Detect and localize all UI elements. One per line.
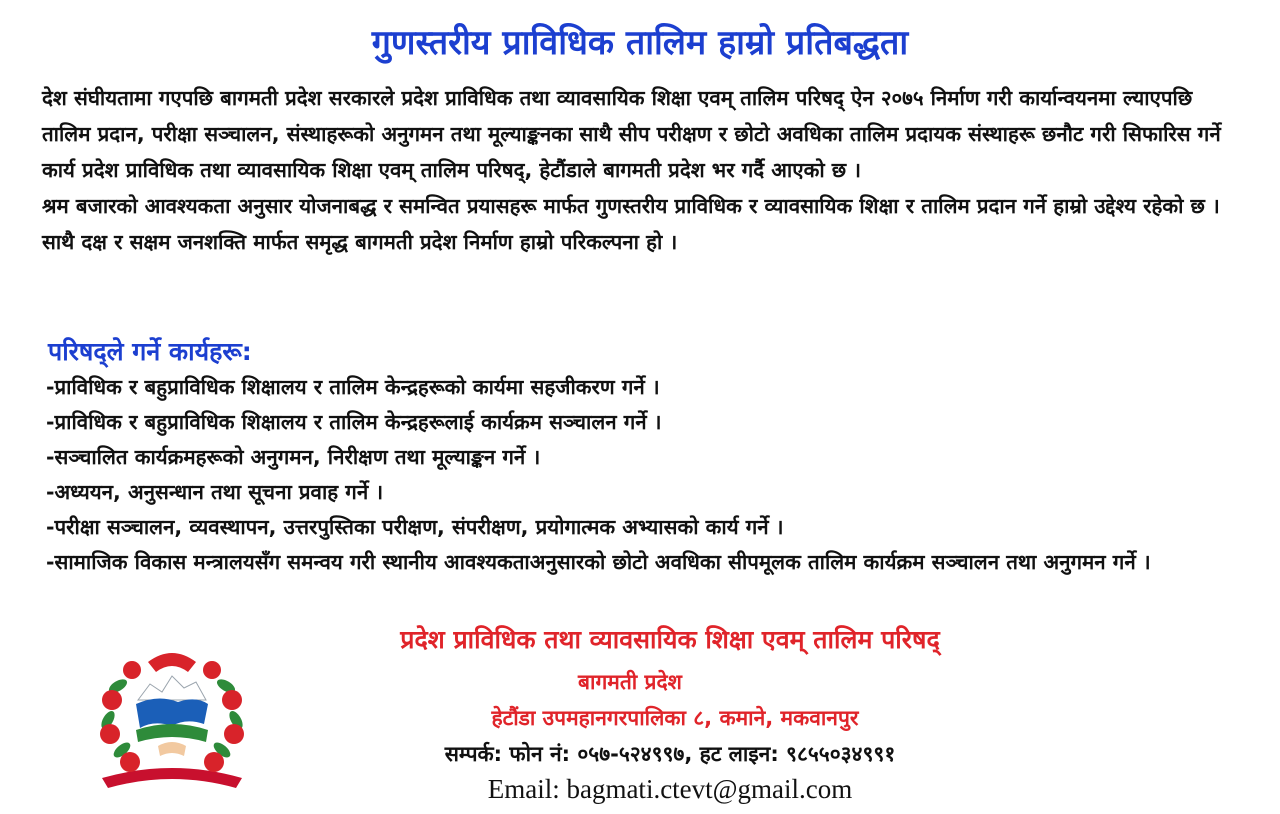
list-item: -सामाजिक विकास मन्त्रालयसँग समन्वय गरी स्थानीय आवश्यकताअनुसारको छोटो अवधिका सीपमूलक तालिम कार्यक्रम सञ्चालन तथा अनुगमन गर्ने । bbox=[46, 550, 1151, 574]
contact-info: सम्पर्क: फोन नं: ०५७-५२४९९७, हट लाइन: ९८५५०३४९९१ bbox=[444, 742, 896, 766]
organization-name: प्रदेश प्राविधिक तथा व्यावसायिक शिक्षा एवम् तालिम परिषद् bbox=[400, 625, 940, 654]
intro-text bbox=[42, 80, 1242, 260]
intro-paragraph: साथै दक्ष र सक्षम जनशक्ति मार्फत समृद्ध बागमती प्रदेश निर्माण हाम्रो परिकल्पना हो । bbox=[42, 230, 678, 254]
tasks-heading: परिषद्ले गर्ने कार्यहरू: bbox=[48, 337, 252, 366]
tasks-list bbox=[46, 370, 1236, 580]
address: हेटौंडा उपमहानगरपालिका ८, कमाने, मकवानपुर bbox=[491, 706, 859, 730]
intro-paragraph: श्रम बजारको आवश्यकता अनुसार योजनाबद्ध र समन्वित प्रयासहरू मार्फत गुणस्तरीय प्राविधिक र व्यावसायिक शिक्षा र तालिम प्रदान गर्ने हाम्रो उद्देश्य रहेको छ । bbox=[42, 194, 1220, 218]
province-name: बागमती प्रदेश bbox=[578, 670, 682, 694]
list-item: -प्राविधिक र बहुप्राविधिक शिक्षालय र तालिम केन्द्रहरूलाई कार्यक्रम सञ्चालन गर्ने । bbox=[46, 410, 662, 434]
list-item: -अध्ययन, अनुसन्धान तथा सूचना प्रवाह गर्ने । bbox=[46, 480, 384, 504]
email-contact: Email: bagmati.ctevt@gmail.com bbox=[487, 774, 853, 804]
intro-paragraph: देश संघीयतामा गएपछि बागमती प्रदेश सरकारले प्रदेश प्राविधिक तथा व्यावसायिक शिक्षा एवम् तालिम परिषद् ऐन २०७५ निर्माण गरी कार्यान्वयनमा ल्याएपछि तालिम प्रदान, परीक्षा सञ्चालन, संस्थाहरूको अनुगमन तथा मूल्याङ्कनका साथै सीप परीक्षण र छोटो अवधिका तालिम प्रदायक संस्थाहरू छनौट गरी सिफारिस गर्ने कार्य प्रदेश प्राविधिक तथा व्यावसायिक शिक्षा एवम् तालिम परिषद्, हेटौंडाले बागमती प्रदेश भर गर्दै आएको छ । bbox=[42, 86, 1221, 182]
list-item: -परीक्षा सञ्चालन, व्यवस्थापन, उत्तरपुस्तिका परीक्षण, संपरीक्षण, प्रयोगात्मक अभ्यासको कार्य गर्ने । bbox=[46, 515, 784, 539]
page-title: गुणस्तरीय प्राविधिक तालिम हाम्रो प्रतिबद्धता bbox=[371, 23, 909, 63]
list-item: -सञ्चालित कार्यक्रमहरूको अनुगमन, निरीक्षण तथा मूल्याङ्कन गर्ने । bbox=[46, 445, 541, 469]
nepal-emblem-icon bbox=[88, 638, 256, 790]
list-item: -प्राविधिक र बहुप्राविधिक शिक्षालय र तालिम केन्द्रहरूको कार्यमा सहजीकरण गर्ने । bbox=[46, 375, 660, 399]
